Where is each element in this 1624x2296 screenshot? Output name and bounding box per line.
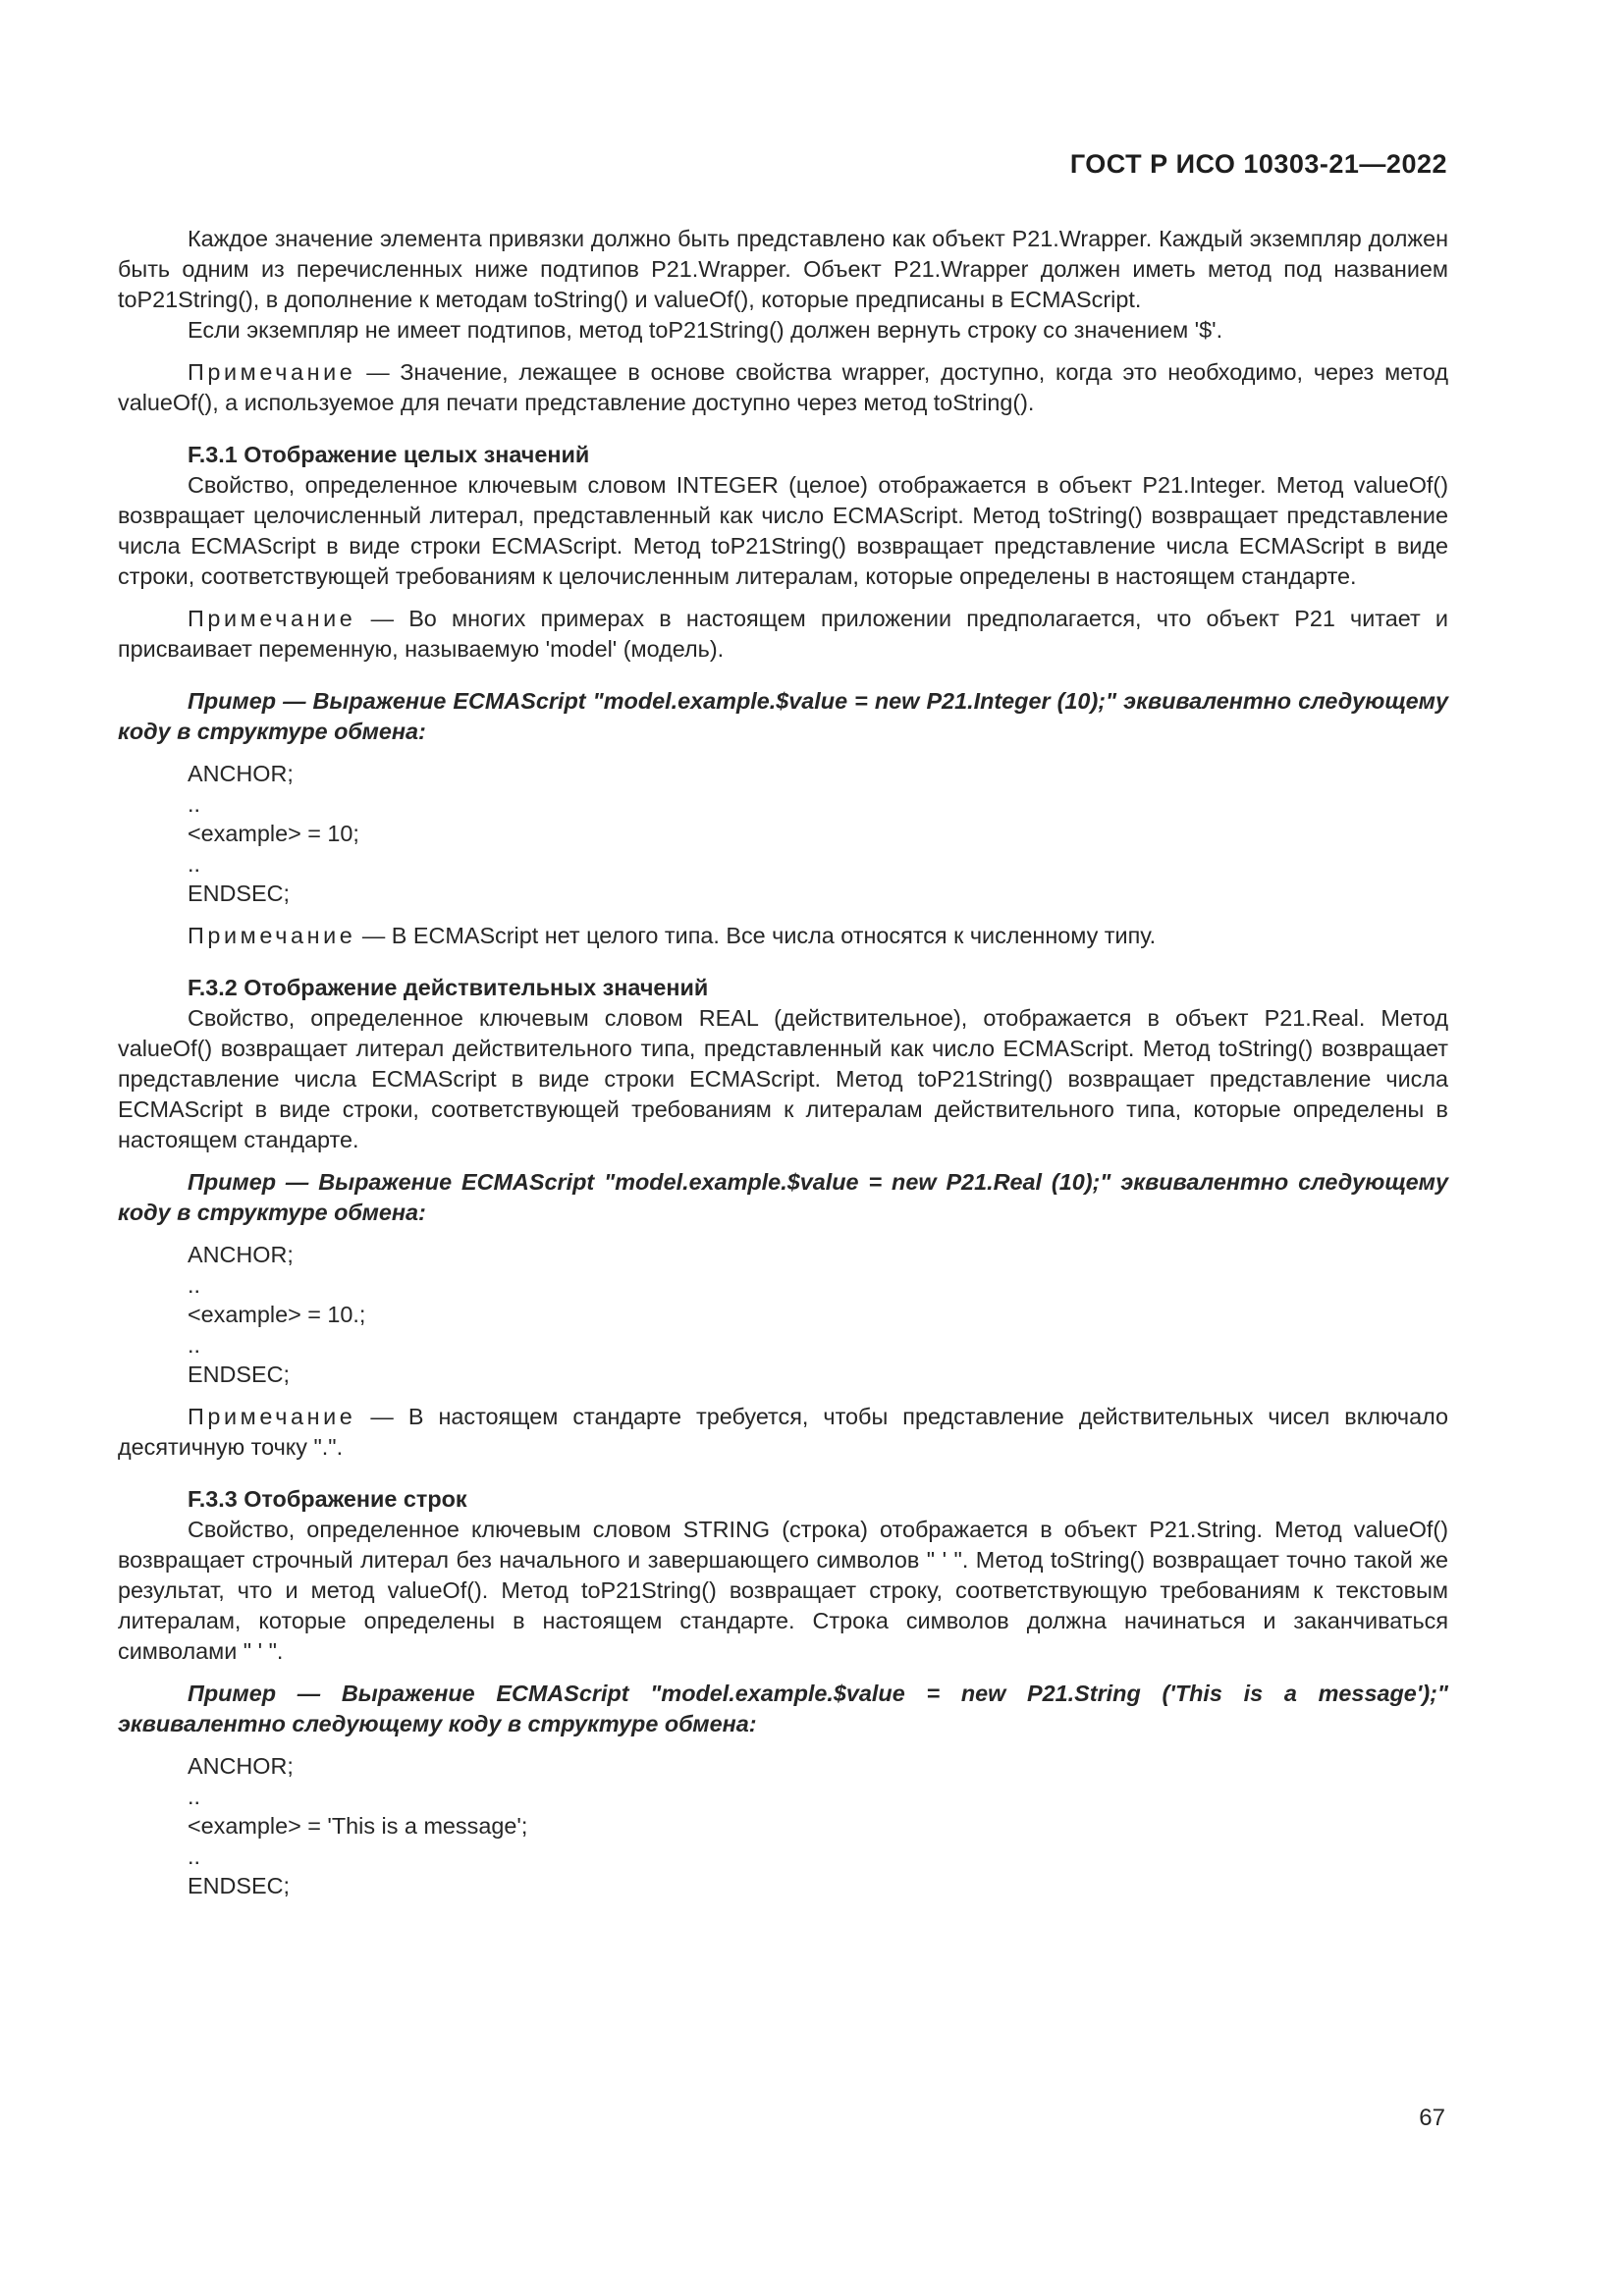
code-line: .. xyxy=(188,851,200,877)
document-header: ГОСТ Р ИСО 10303-21—2022 xyxy=(1069,149,1447,179)
code-line: ANCHOR; xyxy=(188,761,294,786)
section-heading-f33: F.3.3 Отображение строк xyxy=(188,1486,467,1512)
code-line: <example> = 10.; xyxy=(188,1302,366,1327)
note-text: — В настоящем стандарте требуется, чтобы представление действительных чисел включало десятичную точку ".". xyxy=(118,1404,1448,1460)
section-f33-code xyxy=(118,1751,1448,1901)
section-f32-note xyxy=(118,1402,1448,1463)
section-f31-note-2 xyxy=(118,921,1448,951)
section-f31-example: Пример — Выражение ECMAScript "model.example.$value = new P21.Integer (10);" эквивалентно следующему коду в структуре обмена: xyxy=(118,688,1448,744)
code-line: ENDSEC; xyxy=(188,1362,290,1387)
code-line: ANCHOR; xyxy=(188,1242,294,1267)
code-line: .. xyxy=(188,791,200,817)
section-f31-note-1 xyxy=(118,604,1448,665)
section-f32-body: Свойство, определенное ключевым словом REAL (действительное), отображается в объект P21.Real. Метод valueOf() возвращает литерал действительного типа, представленный как число ECMAScript. Метод toString() возвращает представление числа ECMAScript в виде строки ECMAScript. Метод toP21String() возвращает представление числа ECMAScript в виде строки, соответствующей требованиям к литералам действительного типа, которые определены в настоящем стандарте. xyxy=(118,1005,1448,1152)
code-line: <example> = 'This is a message'; xyxy=(188,1813,528,1839)
section-heading-f32: F.3.2 Отображение действительных значений xyxy=(188,975,709,1000)
page-content xyxy=(118,224,1448,1901)
note-text: — Во многих примерах в настоящем приложении предполагается, что объект P21 читает и присваивает переменную, называемую 'model' (модель). xyxy=(118,606,1448,662)
section-f33-example: Пример — Выражение ECMAScript "model.example.$value = new P21.String ('This is a message');" эквивалентно следующему коду в структуре обмена: xyxy=(118,1681,1448,1736)
code-line: .. xyxy=(188,1272,200,1298)
code-line: ENDSEC; xyxy=(188,1873,290,1898)
section-heading-f31: F.3.1 Отображение целых значений xyxy=(188,442,590,467)
intro-note xyxy=(118,357,1448,418)
section-f31-body: Свойство, определенное ключевым словом INTEGER (целое) отображается в объект P21.Integer. Метод valueOf() возвращает целочисленный литерал, представленный как число ECMAScript. Метод toString() возвращает представление числа ECMAScript в виде строки ECMAScript. Метод toP21String() возвращает представление числа ECMAScript в виде строки, соответствующей требованиям к целочисленным литералам, которые определены в настоящем стандарте. xyxy=(118,472,1448,589)
note-text: — Значение, лежащее в основе свойства wrapper, доступно, когда это необходимо, через метод valueOf(), а используемое для печати представление доступно через метод toString(). xyxy=(118,359,1448,415)
code-line: .. xyxy=(188,1784,200,1809)
note-label: Примечание xyxy=(188,606,356,631)
note-text: — В ECMAScript нет целого типа. Все числа относятся к численному типу. xyxy=(355,923,1157,948)
code-line: ANCHOR; xyxy=(188,1753,294,1779)
code-line: .. xyxy=(188,1332,200,1358)
code-line: .. xyxy=(188,1843,200,1869)
intro-paragraph-1: Каждое значение элемента привязки должно быть представлено как объект P21.Wrapper. Каждый экземпляр должен быть одним из перечисленных ниже подтипов P21.Wrapper. Объект P21.Wrapper должен иметь метод под названием toP21String(), в дополнение к методам toString() и valueOf(), которые предписаны в ECMAScript. xyxy=(118,226,1448,312)
code-line: ENDSEC; xyxy=(188,881,290,906)
note-label: Примечание xyxy=(188,359,356,385)
section-f32-example: Пример — Выражение ECMAScript "model.example.$value = new P21.Real (10);" эквивалентно следующему коду в структуре обмена: xyxy=(118,1169,1448,1225)
note-label: Примечание xyxy=(188,1404,356,1429)
section-f33-body: Свойство, определенное ключевым словом STRING (строка) отображается в объект P21.String. Метод valueOf() возвращает строчный литерал без начального и завершающего символов " ' ". Метод toString() возвращает точно такой же результат, что и метод valueOf(). Метод toP21String() возвращает строку, соответствующую требованиям к текстовым литералам, которые определены в настоящем стандарте. Строка символов должна начинаться и заканчиваться символами " ' ". xyxy=(118,1517,1448,1664)
page-number: 67 xyxy=(1419,2105,1445,2131)
code-line: <example> = 10; xyxy=(188,821,359,846)
note-label: Примечание xyxy=(188,923,356,948)
section-f31-code xyxy=(118,759,1448,909)
section-f32-code xyxy=(118,1240,1448,1390)
intro-paragraph-2: Если экземпляр не имеет подтипов, метод toP21String() должен вернуть строку со значением '$'. xyxy=(188,317,1223,343)
